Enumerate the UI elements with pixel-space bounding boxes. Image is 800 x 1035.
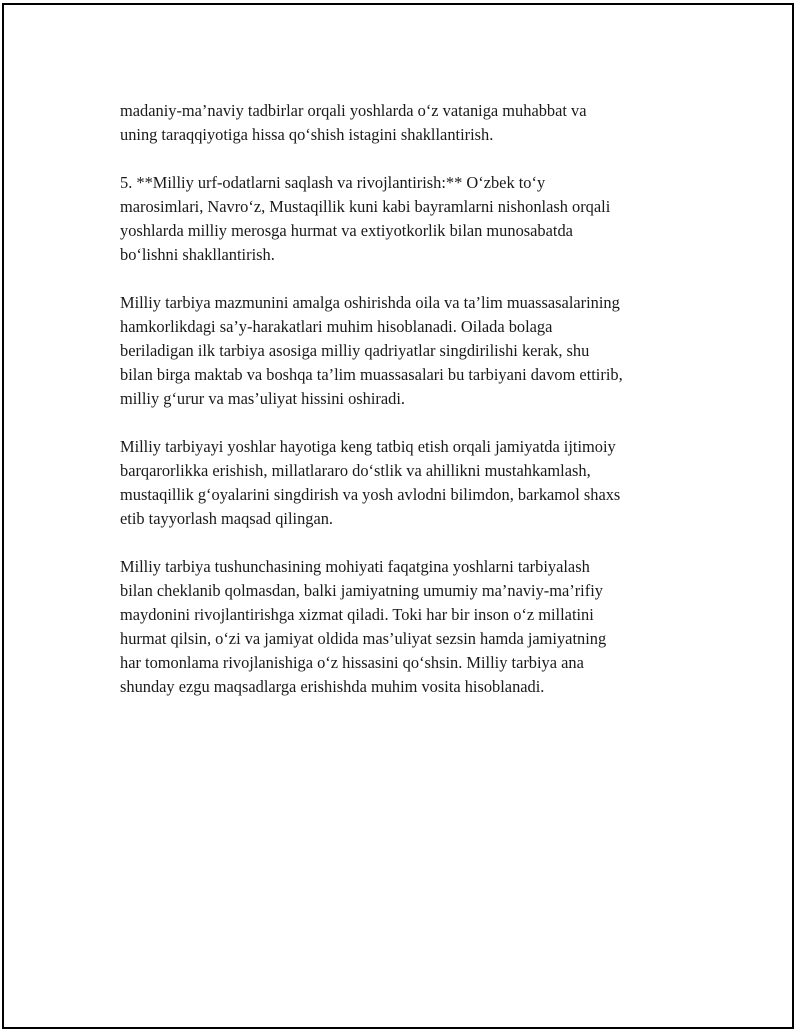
text-line: Milliy tarbiya mazmunini amalga oshirishda oila va ta’lim muassasalarining bbox=[120, 293, 620, 312]
text-line: bilan cheklanib qolmasdan, balki jamiyatning umumiy ma’naviy-ma’rifiy bbox=[120, 581, 603, 600]
paragraph-2 bbox=[120, 171, 705, 267]
text-line: marosimlari, Navro‘z, Mustaqillik kuni kabi bayramlarni nishonlash orqali bbox=[120, 197, 611, 216]
paragraph-4 bbox=[120, 435, 705, 531]
text-line: barqarorlikka erishish, millatlararo do‘stlik va ahillikni mustahkamlash, bbox=[120, 461, 591, 480]
document-page bbox=[2, 3, 794, 1029]
text-line: beriladigan ilk tarbiya asosiga milliy qadriyatlar singdirilishi kerak, shu bbox=[120, 341, 590, 360]
text-line: maydonini rivojlantirishga xizmat qiladi. Toki har bir inson o‘z millatini bbox=[120, 605, 594, 624]
text-line: yoshlarda milliy merosga hurmat va extiyotkorlik bilan munosabatda bbox=[120, 221, 573, 240]
text-line: bilan birga maktab va boshqa ta’lim muassasalari bu tarbiyani davom ettirib, bbox=[120, 365, 623, 384]
paragraph-3 bbox=[120, 291, 705, 411]
text-line: madaniy-ma’naviy tadbirlar orqali yoshlarda o‘z vataniga muhabbat va bbox=[120, 101, 587, 120]
text-line: Milliy tarbiya tushunchasining mohiyati faqatgina yoshlarni tarbiyalash bbox=[120, 557, 590, 576]
text-line: milliy g‘urur va mas’uliyat hissini oshiradi. bbox=[120, 389, 405, 408]
paragraph-1 bbox=[120, 99, 705, 147]
text-line: bo‘lishni shakllantirish. bbox=[120, 245, 275, 264]
text-line: etib tayyorlash maqsad qilingan. bbox=[120, 509, 334, 528]
text-line: hurmat qilsin, o‘zi va jamiyat oldida mas’uliyat sezsin hamda jamiyatning bbox=[120, 629, 607, 648]
text-line: shunday ezgu maqsadlarga erishishda muhim vosita hisoblanadi. bbox=[120, 677, 545, 696]
text-line: har tomonlama rivojlanishiga o‘z hissasini qo‘shsin. Milliy tarbiya ana bbox=[120, 653, 584, 672]
text-line: hamkorlikdagi sa’y-harakatlari muhim hisoblanadi. Oilada bolaga bbox=[120, 317, 553, 336]
text-line: uning taraqqiyotiga hissa qo‘shish istagini shakllantirish. bbox=[120, 125, 494, 144]
text-line: 5. **Milliy urf-odatlarni saqlash va rivojlantirish:** O‘zbek to‘y bbox=[120, 173, 546, 192]
paragraph-5 bbox=[120, 555, 705, 699]
text-line: Milliy tarbiyayi yoshlar hayotiga keng tatbiq etish orqali jamiyatda ijtimoiy bbox=[120, 437, 616, 456]
text-line: mustaqillik g‘oyalarini singdirish va yosh avlodni bilimdon, barkamol shaxs bbox=[120, 485, 621, 504]
document-body bbox=[120, 99, 705, 723]
